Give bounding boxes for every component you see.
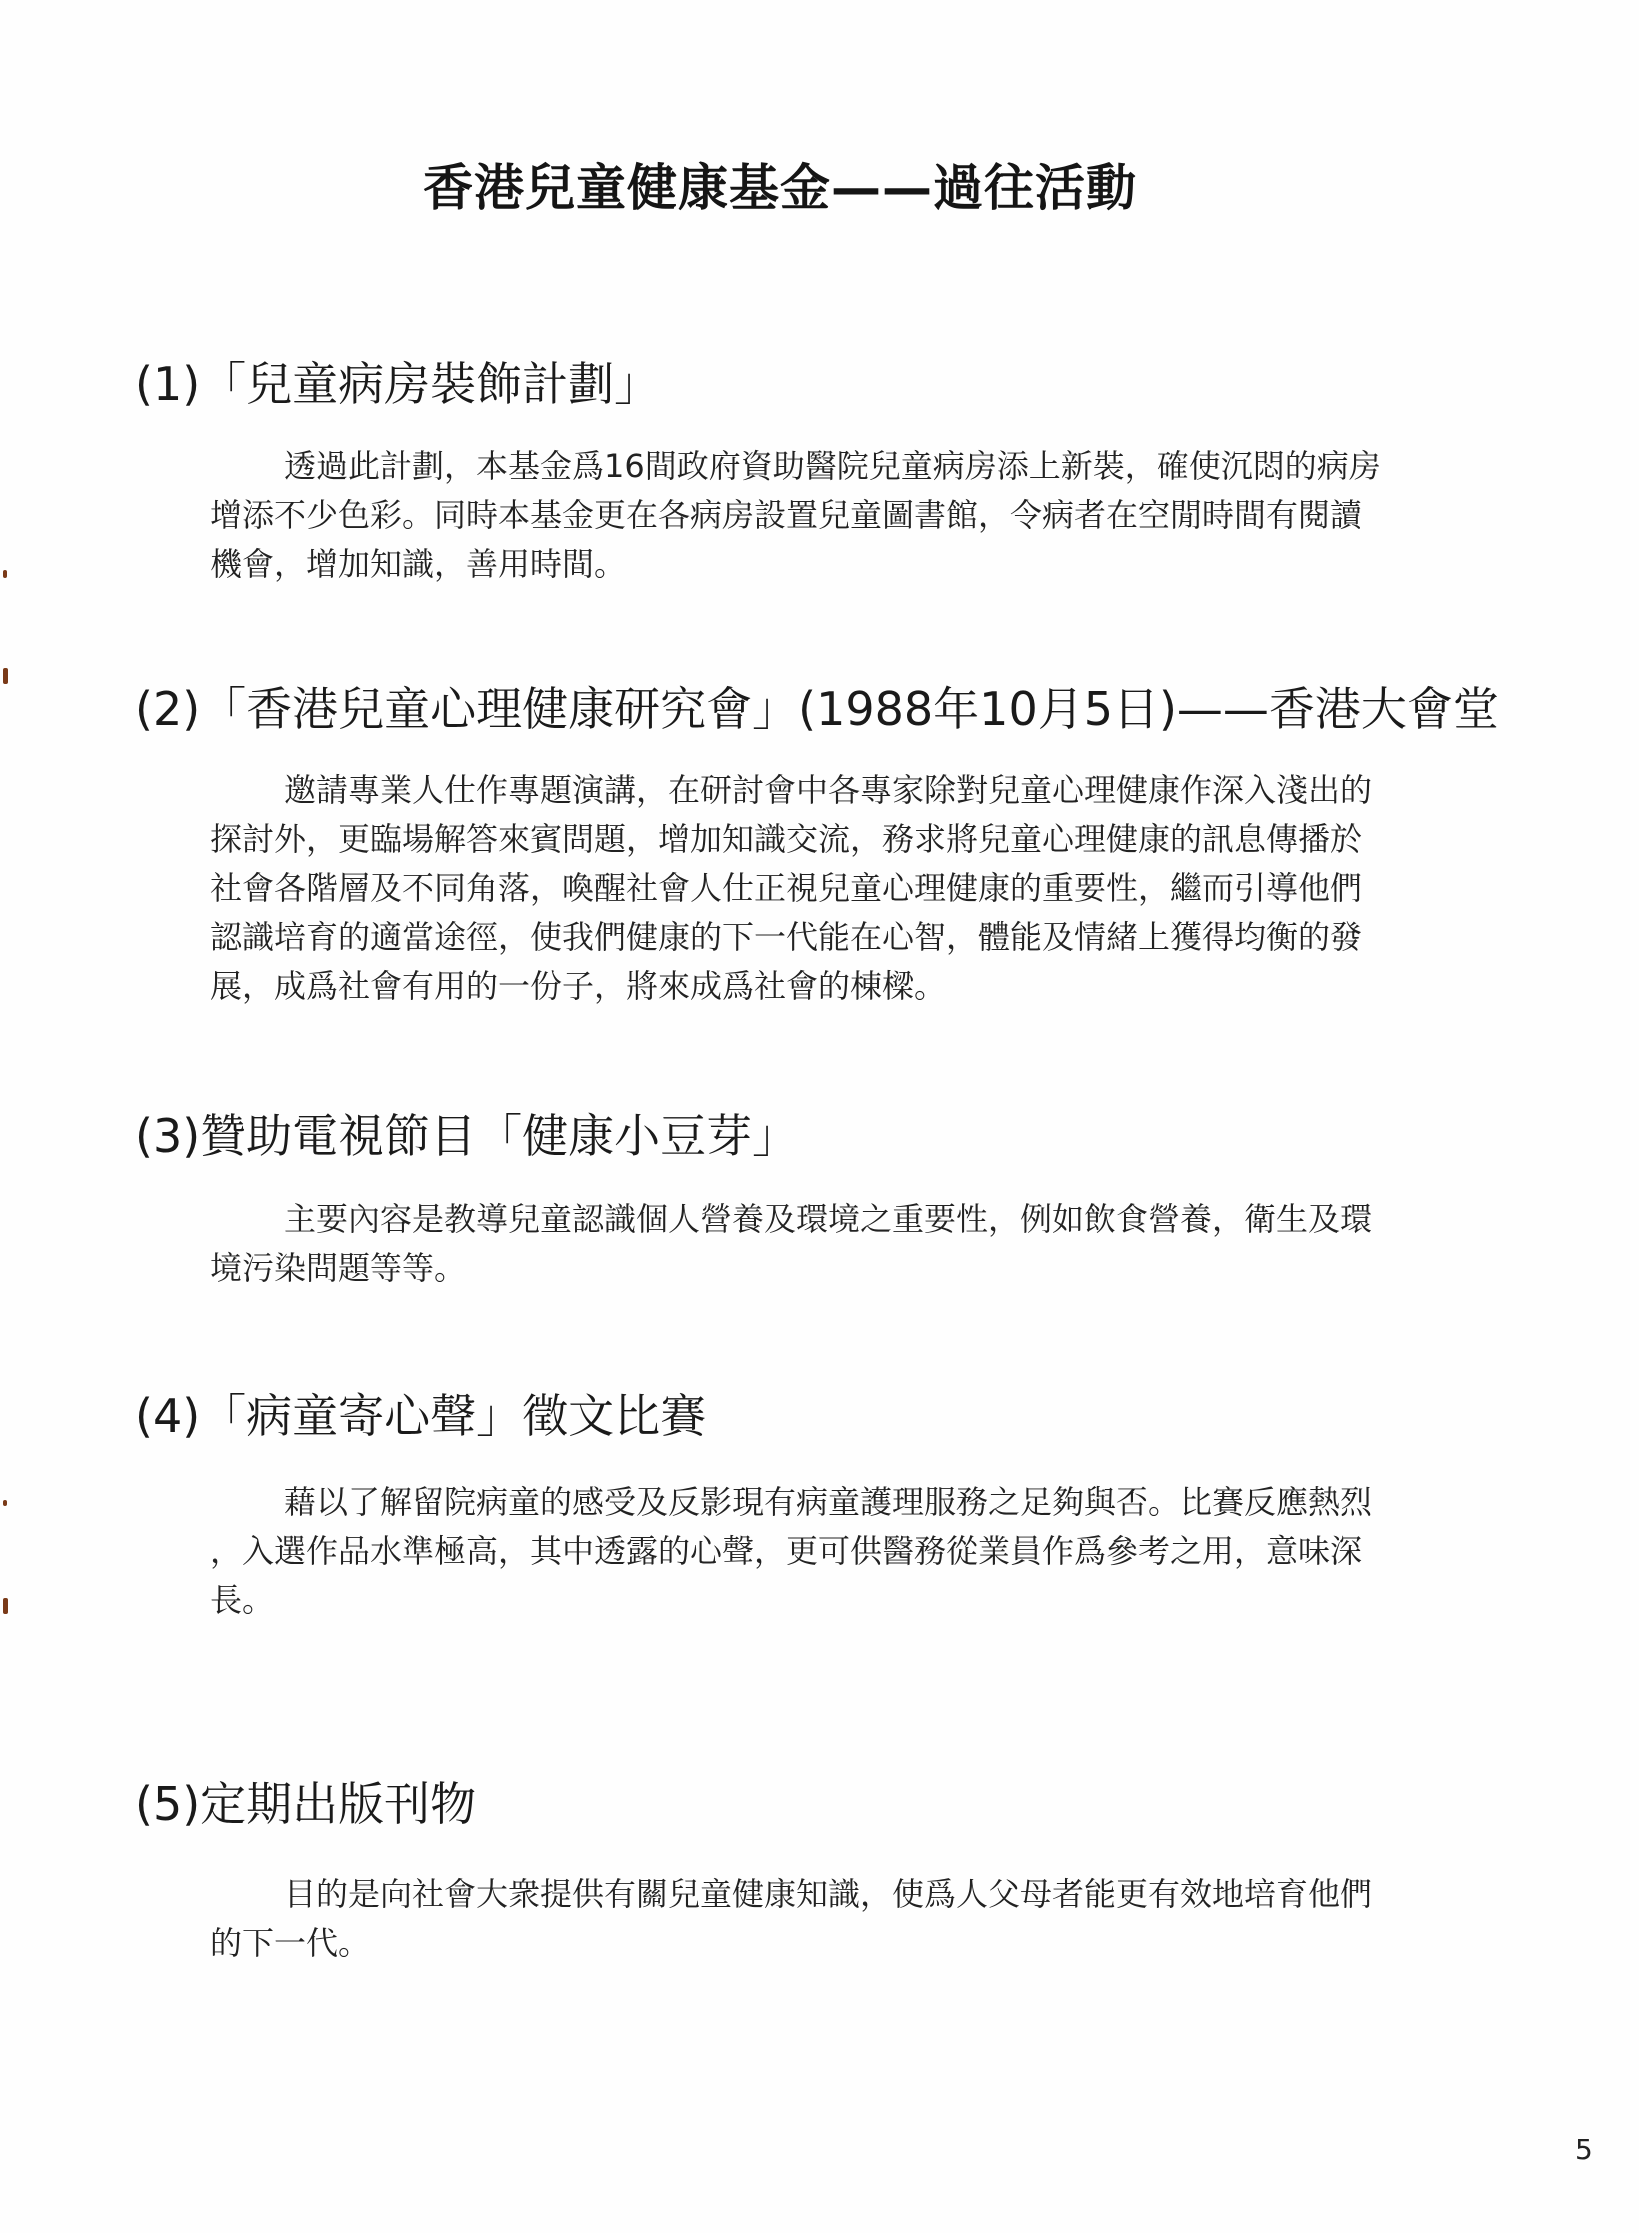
section-paragraph-3: [210, 1195, 1500, 1293]
paragraph-line: 透過此計劃，本基金爲16間政府資助醫院兒童病房添上新裝，確使沉悶的病房: [284, 447, 1381, 485]
section-heading-1: (1)「兒童病房裝飾計劃」: [135, 357, 661, 411]
section-heading-3: (3)贊助電視節目「健康小豆芽」: [135, 1109, 799, 1163]
scan-edge-mark: [3, 1500, 7, 1506]
scan-edge-mark: [3, 1598, 8, 1614]
paragraph-line: 境污染問題等等。: [210, 1249, 467, 1287]
paragraph-line: 主要內容是教導兒童認識個人營養及環境之重要性，例如飲食營養，衛生及環: [284, 1200, 1373, 1238]
scan-edge-mark: [3, 570, 7, 578]
paragraph-line: ，入選作品水準極高，其中透露的心聲，更可供醫務從業員作爲參考之用，意味深: [210, 1532, 1363, 1570]
paragraph-line: 目的是向社會大衆提供有關兒童健康知識，使爲人父母者能更有效地培育他們: [284, 1875, 1373, 1913]
scan-edge-mark: [3, 668, 8, 684]
paragraph-line: 增添不少色彩。同時本基金更在各病房設置兒童圖書館，令病者在空閒時間有閱讀: [210, 496, 1363, 534]
paragraph-line: 機會，增加知識，善用時間。: [210, 545, 627, 583]
paragraph-line: 的下一代。: [210, 1924, 371, 1962]
section-paragraph-4: [210, 1478, 1500, 1625]
section-heading-2: (2)「香港兒童心理健康研究會」(1988年10月5日)——香港大會堂: [135, 682, 1499, 736]
paragraph-line: 邀請專業人仕作專題演講，在研討會中各專家除對兒童心理健康作深入淺出的: [284, 771, 1373, 809]
section-heading-4: (4)「病童寄心聲」徵文比賽: [135, 1389, 707, 1443]
section-heading-5: (5)定期出版刊物: [135, 1777, 477, 1831]
section-paragraph-1: [210, 442, 1500, 589]
page-number: 5: [1575, 2133, 1593, 2166]
paragraph-line: 展，成爲社會有用的一份子，將來成爲社會的棟樑。: [210, 967, 947, 1005]
paragraph-line: 藉以了解留院病童的感受及反影現有病童護理服務之足夠與否。比賽反應熱烈: [284, 1483, 1373, 1521]
paragraph-line: 長。: [210, 1581, 275, 1619]
paragraph-line: 社會各階層及不同角落，喚醒社會人仕正視兒童心理健康的重要性，繼而引導他們: [210, 869, 1363, 907]
section-paragraph-2: [210, 766, 1500, 1011]
paragraph-line: 認識培育的適當途徑，使我們健康的下一代能在心智，體能及情緒上獲得均衡的發: [210, 918, 1363, 956]
section-paragraph-5: [210, 1870, 1500, 1968]
page-title: 香港兒童健康基金——過往活動: [423, 159, 1137, 217]
paragraph-line: 探討外，更臨場解答來賓問題，增加知識交流，務求將兒童心理健康的訊息傳播於: [210, 820, 1363, 858]
